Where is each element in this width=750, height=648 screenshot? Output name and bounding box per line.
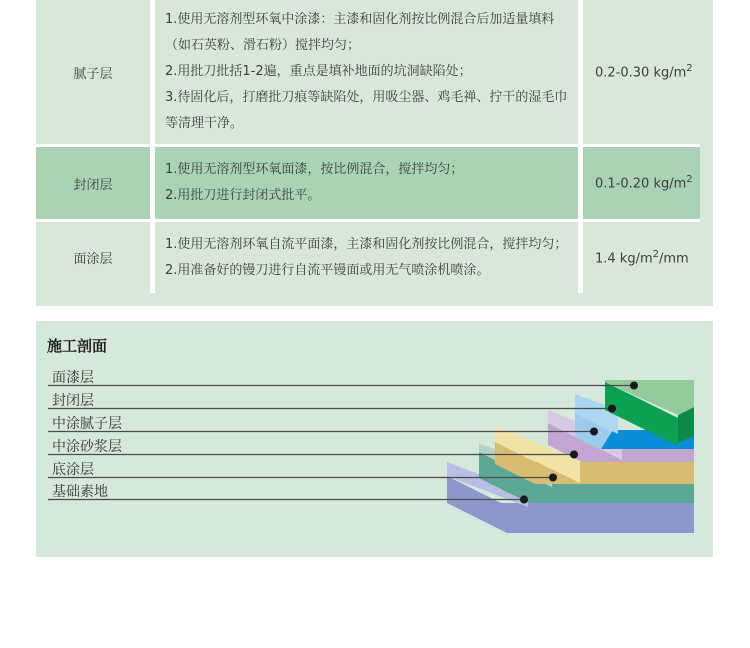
dosage-value: 1.4 $kg/m^2/mm$ xyxy=(595,248,689,267)
step-text: 2.用批刀批括1-2遍，重点是填补地面的坑洞缺陷处； xyxy=(165,64,472,79)
layer-name: 面涂层 xyxy=(73,252,113,267)
layer-label-primer: 底涂层 xyxy=(52,462,94,478)
step-text: 2.用批刀进行封闭式批平。 xyxy=(165,188,321,203)
step-text: 1.使用无溶剂型环氧中涂漆：主漆和固化剂按比例混合后加适量填料（如石英粉、滑石粉）搅拌均匀； xyxy=(165,12,555,53)
marker-dot-sealer xyxy=(608,405,616,413)
marker-dot-topcoat xyxy=(630,382,638,390)
layer-name: 腻子层 xyxy=(73,66,113,82)
table-row-steps xyxy=(155,0,578,144)
layer-label-base: 基础素地 xyxy=(52,484,108,500)
dosage-value: 0.2-0.30 $kg/m^2$ xyxy=(595,63,693,81)
table-row-steps xyxy=(155,147,578,219)
step-text: 1.使用无溶剂型环氧面漆，按比例混合，搅拌均匀； xyxy=(165,162,464,177)
table-row-label xyxy=(36,0,150,144)
table-row-dosage xyxy=(583,222,700,293)
layer-label-topcoat: 面漆层 xyxy=(52,370,94,386)
marker-dot-mortar xyxy=(570,451,578,459)
table-row-steps xyxy=(155,222,578,293)
table-row-dosage xyxy=(583,147,700,219)
marker-dot-primer xyxy=(549,474,557,482)
table-row-dosage xyxy=(583,0,700,144)
dosage-value: 0.1-0.20 $kg/m^2$ xyxy=(595,174,693,192)
marker-dot-base xyxy=(520,496,528,504)
step-text: 2.用准备好的镘刀进行自流平镘面或用无气喷涂机喷涂。 xyxy=(165,262,490,278)
step-text: 3.待固化后，打磨批刀痕等缺陷处，用吸尘器、鸡毛禅、拧干的湿毛巾等清理干净。 xyxy=(165,90,568,131)
layer-name: 封闭层 xyxy=(73,177,113,193)
section-title: 施工剖面 xyxy=(47,337,108,355)
coating-table xyxy=(36,0,713,306)
marker-dot-putty xyxy=(590,428,598,436)
layer-label-mortar: 中涂砂浆层 xyxy=(52,439,122,455)
table-row-label xyxy=(36,222,150,293)
table-row-label xyxy=(36,147,150,219)
step-text: 1.使用无溶剂环氧自流平面漆，主漆和固化剂按比例混合，搅拌均匀； xyxy=(165,236,568,252)
isometric-layer-diagram xyxy=(36,321,713,557)
construction-section-panel xyxy=(36,321,713,557)
layer-label-putty: 中涂腻子层 xyxy=(52,416,122,432)
layer-label-sealer: 封闭层 xyxy=(52,393,94,409)
